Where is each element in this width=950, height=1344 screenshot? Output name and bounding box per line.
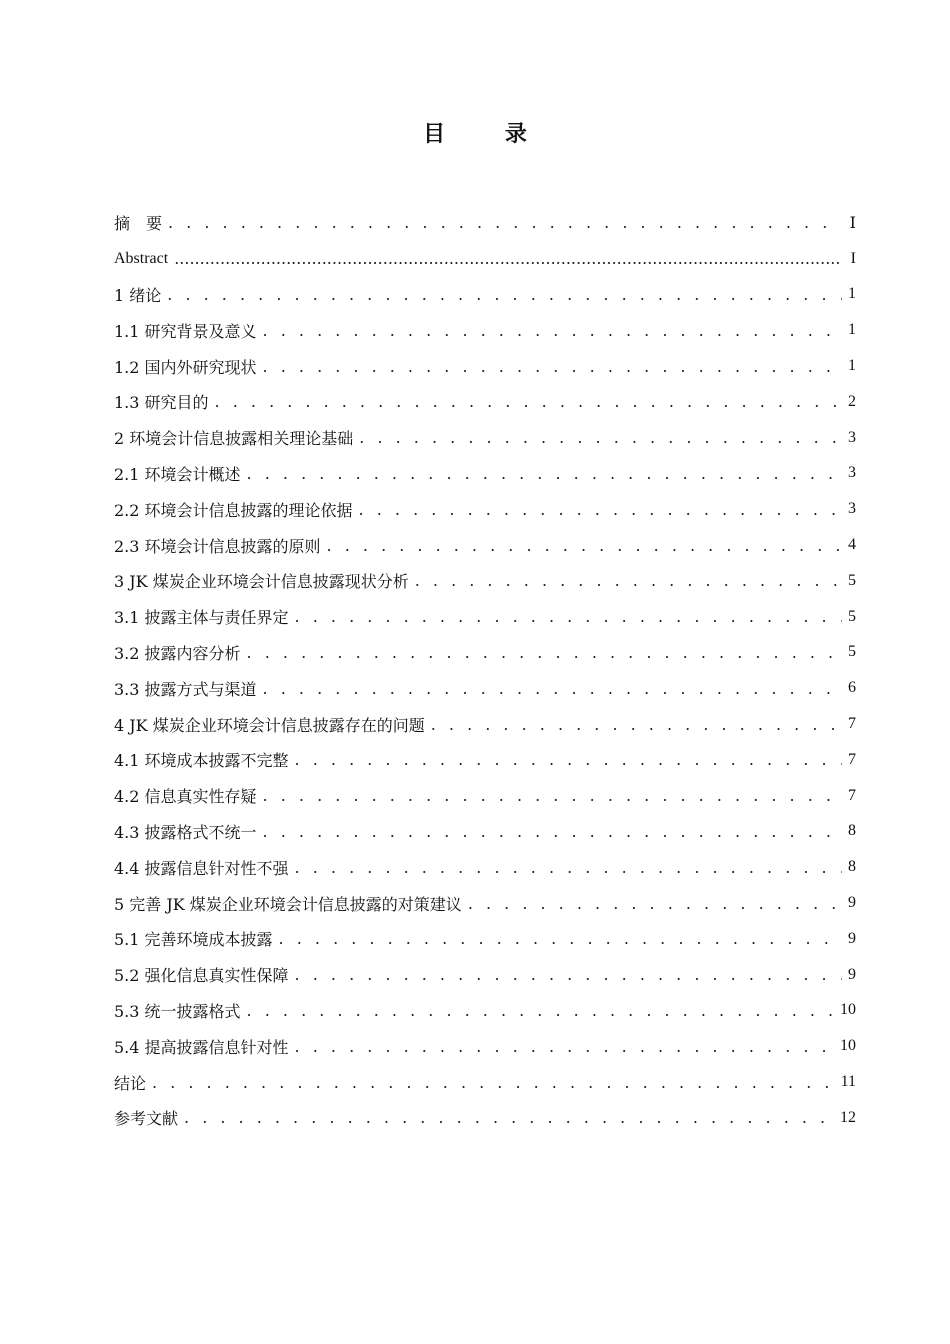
toc-entry-section-4-4[interactable]: [114, 849, 856, 885]
toc-entry-page: I: [850, 249, 856, 267]
toc-entry-section-3-3[interactable]: [114, 670, 856, 706]
toc-entry-label: 3.3 披露方式与渠道: [114, 679, 257, 699]
toc-entry-page: 8: [848, 858, 856, 876]
toc-entry-page: 1: [848, 357, 856, 375]
toc-entry-references[interactable]: [114, 1100, 856, 1136]
toc-entry-chapter-1[interactable]: [114, 277, 856, 313]
toc-entry-page: 7: [848, 786, 856, 804]
toc-leader-dots: [263, 321, 842, 340]
table-of-contents: [114, 205, 856, 1136]
toc-entry-label: 2.3 环境会计信息披露的原则: [114, 536, 321, 556]
toc-entry-page: 8: [848, 822, 856, 840]
toc-entry-section-4-3[interactable]: [114, 814, 856, 850]
toc-entry-page: 12: [840, 1108, 856, 1126]
toc-leader-dots: [247, 464, 842, 483]
toc-leader-dots: [168, 213, 842, 232]
toc-leader-dots: [263, 357, 842, 376]
toc-entry-page: 9: [848, 965, 856, 983]
toc-leader-dots: [327, 536, 842, 555]
toc-leader-dots: [295, 858, 842, 877]
toc-entry-section-3-2[interactable]: [114, 635, 856, 671]
toc-entry-label: 4.4 披露信息针对性不强: [114, 858, 289, 878]
toc-leader-dots: [263, 679, 842, 698]
toc-entry-abstract-cn[interactable]: [114, 205, 856, 241]
toc-entry-section-5-3[interactable]: [114, 993, 856, 1029]
toc-entry-label: 参考文献: [114, 1109, 179, 1129]
toc-entry-label: 5.2 强化信息真实性保障: [114, 966, 289, 986]
toc-entry-chapter-3[interactable]: [114, 563, 856, 599]
toc-entry-section-1-3[interactable]: [114, 384, 856, 420]
toc-entry-section-2-1[interactable]: [114, 456, 856, 492]
toc-entry-page: 1: [848, 285, 856, 303]
toc-entry-label: 3.1 披露主体与责任界定: [114, 608, 289, 628]
toc-entry-label: 1.1 研究背景及意义: [114, 321, 257, 341]
toc-entry-section-4-1[interactable]: [114, 742, 856, 778]
toc-entry-section-5-4[interactable]: [114, 1028, 856, 1064]
toc-leader-dots: [247, 643, 842, 662]
toc-leader-dots: [279, 929, 842, 948]
toc-entry-label: 1.3 研究目的: [114, 393, 209, 413]
toc-entry-page: 7: [848, 750, 856, 768]
toc-entry-label: 1.2 国内外研究现状: [114, 357, 257, 377]
toc-entry-chapter-4[interactable]: [114, 706, 856, 742]
toc-entry-page: 5: [848, 571, 856, 589]
toc-entry-page: 6: [848, 679, 856, 697]
toc-entry-section-1-2[interactable]: [114, 348, 856, 384]
toc-entry-label: 2.1 环境会计概述: [114, 464, 241, 484]
toc-entry-label: 5.1 完善环境成本披露: [114, 930, 273, 950]
toc-leader-dots: [359, 500, 842, 519]
toc-entry-abstract-en[interactable]: [114, 241, 856, 277]
toc-entry-label: 结论: [114, 1073, 147, 1093]
toc-entry-section-4-2[interactable]: [114, 778, 856, 814]
toc-entry-label: 4.2 信息真实性存疑: [114, 787, 257, 807]
page-title: 目 录: [423, 121, 553, 147]
toc-leader-dots: [295, 1037, 836, 1056]
toc-entry-page: 5: [848, 643, 856, 661]
toc-leader-dots: [247, 1001, 836, 1020]
toc-entry-page: 7: [848, 715, 856, 733]
toc-entry-page: 10: [840, 1037, 856, 1055]
toc-entry-page: 9: [848, 929, 856, 947]
toc-leader-dots: [295, 965, 842, 984]
toc-entry-page: 2: [848, 392, 856, 410]
toc-leader-dots: [263, 822, 842, 841]
toc-entry-label: 3 JK 煤炭企业环境会计信息披露现状分析: [114, 572, 409, 592]
toc-leader-dots: [167, 285, 842, 304]
toc-entry-page: 3: [848, 500, 856, 518]
toc-leader-dots: [152, 1073, 837, 1092]
toc-entry-label: 5.4 提高披露信息针对性: [114, 1037, 289, 1057]
toc-entry-label: 4 JK 煤炭企业环境会计信息披露存在的问题: [114, 715, 425, 735]
toc-leader-dots: [359, 428, 842, 447]
toc-entry-label: 3.2 披露内容分析: [114, 643, 241, 663]
toc-entry-section-1-1[interactable]: [114, 312, 856, 348]
toc-entry-page: 3: [848, 464, 856, 482]
toc-entry-label: 1 绪论: [114, 285, 162, 305]
toc-leader-dots: [295, 607, 842, 626]
toc-entry-label: 摘 要: [114, 214, 163, 234]
toc-entry-label: 4.1 环境成本披露不完整: [114, 751, 289, 771]
toc-leader-dots: [174, 249, 842, 268]
toc-leader-dots: [431, 715, 842, 734]
toc-entry-page: 3: [848, 428, 856, 446]
toc-entry-chapter-2[interactable]: [114, 420, 856, 456]
toc-entry-label: 2.2 环境会计信息披露的理论依据: [114, 500, 353, 520]
toc-entry-page: 11: [840, 1073, 856, 1091]
toc-entry-page: 10: [840, 1001, 856, 1019]
toc-entry-label: 5.3 统一披露格式: [114, 1001, 241, 1021]
toc-entry-section-5-2[interactable]: [114, 957, 856, 993]
toc-leader-dots: [295, 750, 842, 769]
toc-entry-conclusion[interactable]: [114, 1064, 856, 1100]
toc-entry-label: Abstract: [114, 249, 169, 267]
toc-leader-dots: [263, 786, 842, 805]
toc-entry-page: 4: [848, 536, 856, 554]
toc-entry-page: 9: [848, 894, 856, 912]
toc-entry-chapter-5[interactable]: [114, 885, 856, 921]
toc-entry-section-3-1[interactable]: [114, 599, 856, 635]
toc-entry-section-2-3[interactable]: [114, 527, 856, 563]
toc-entry-section-5-1[interactable]: [114, 921, 856, 957]
toc-entry-section-2-2[interactable]: [114, 491, 856, 527]
toc-entry-page: Ⅰ: [849, 214, 856, 232]
toc-entry-page: 5: [848, 607, 856, 625]
toc-entry-label: 4.3 披露格式不统一: [114, 822, 257, 842]
toc-leader-dots: [215, 392, 842, 411]
toc-entry-label: 5 完善 JK 煤炭企业环境会计信息披露的对策建议: [114, 894, 462, 914]
toc-leader-dots: [468, 894, 842, 913]
toc-entry-label: 2 环境会计信息披露相关理论基础: [114, 429, 354, 449]
toc-leader-dots: [415, 571, 842, 590]
toc-entry-page: 1: [848, 321, 856, 339]
toc-leader-dots: [184, 1108, 836, 1127]
